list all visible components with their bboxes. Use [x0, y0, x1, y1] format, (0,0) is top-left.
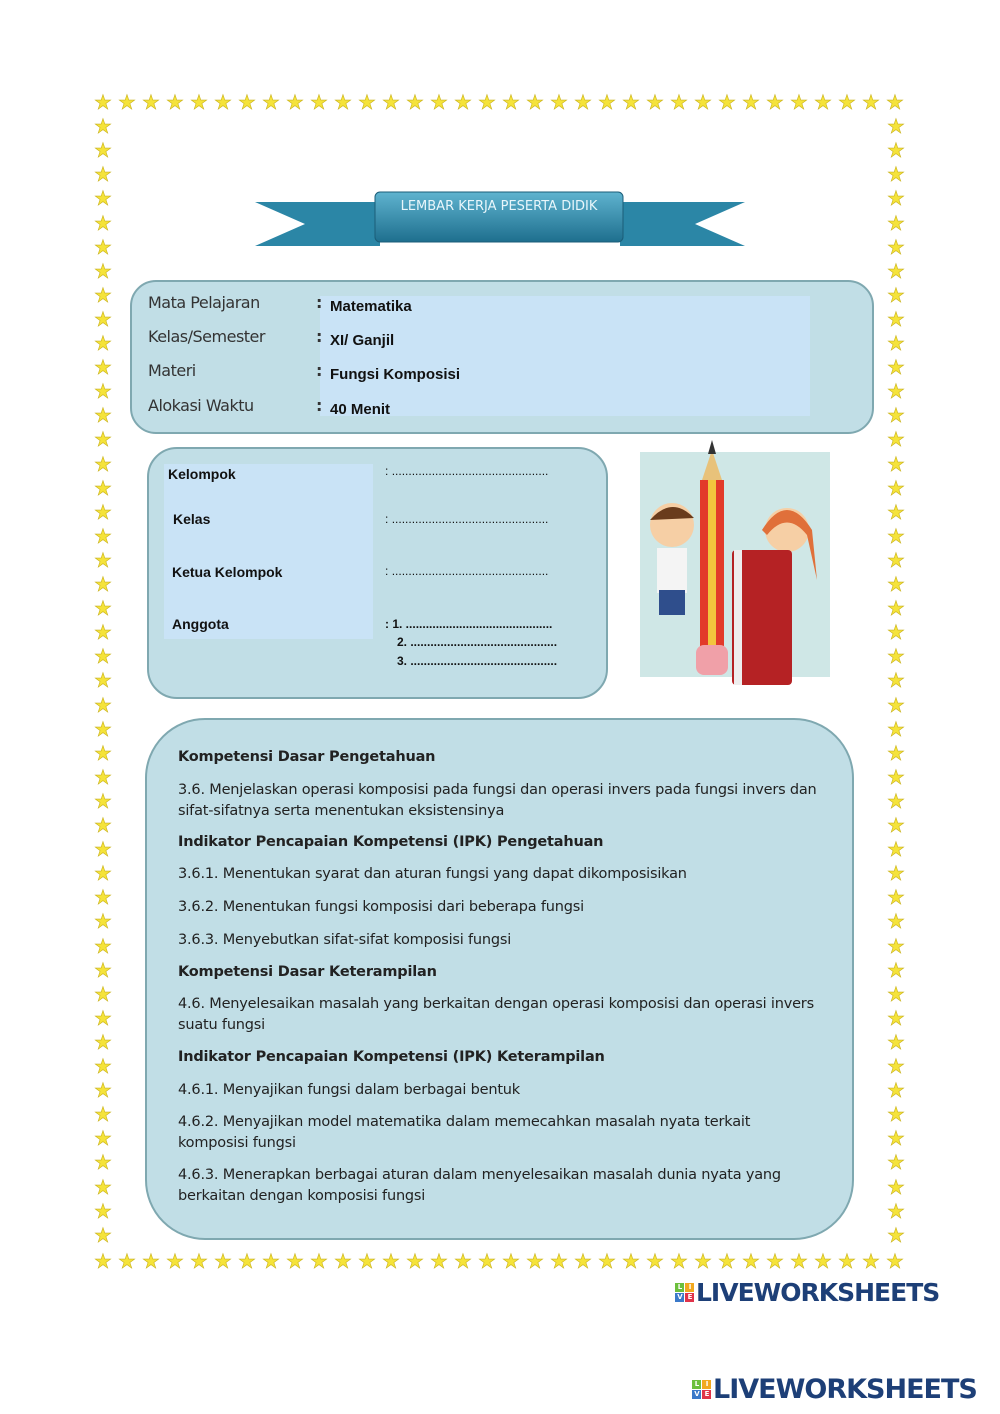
star-icon: ★ — [887, 1031, 905, 1054]
star-icon: ★ — [94, 911, 112, 934]
star-icon: ★ — [887, 983, 905, 1006]
kelompok-field[interactable]: : ............................................... — [385, 464, 549, 478]
star-icon: ★ — [887, 236, 905, 259]
star-icon: ★ — [94, 863, 112, 886]
star-icon: ★ — [310, 92, 328, 114]
info-value: 40 Menit — [330, 401, 391, 418]
star-icon: ★ — [670, 1251, 688, 1273]
competency-item: 3.6. Menjelaskan operasi komposisi pada fungsi dan operasi invers pada fungsi invers dan sifat-sifatnya serta menentukan eksistensinya — [178, 782, 817, 819]
competency-item: 3.6.2. Menentukan fungsi komposisi dari beberapa fungsi — [178, 899, 584, 915]
star-icon: ★ — [142, 92, 160, 114]
star-icon: ★ — [887, 622, 905, 645]
star-icon: ★ — [887, 1176, 905, 1199]
star-icon: ★ — [887, 164, 905, 187]
star-icon: ★ — [694, 92, 712, 114]
star-icon: ★ — [887, 790, 905, 813]
star-icon: ★ — [94, 766, 112, 789]
star-icon: ★ — [887, 598, 905, 621]
star-icon: ★ — [94, 646, 112, 669]
star-icon: ★ — [118, 1251, 136, 1273]
star-icon: ★ — [742, 92, 760, 114]
star-icon: ★ — [862, 1251, 880, 1273]
competency-item: 4.6.3. Menerapkan berbagai aturan dalam menyelesaikan masalah dunia nyata yang berkaitan dengan komposisi fungsi — [178, 1167, 781, 1204]
star-icon: ★ — [887, 525, 905, 548]
star-icon: ★ — [262, 1251, 280, 1273]
star-icon: ★ — [94, 959, 112, 982]
star-icon: ★ — [790, 92, 808, 114]
star-icon: ★ — [887, 260, 905, 283]
star-icon: ★ — [598, 1251, 616, 1273]
competency-item: 3.6.1. Menentukan syarat dan aturan fungsi yang dapat dikomposisikan — [178, 866, 687, 882]
star-icon: ★ — [694, 1251, 712, 1273]
star-icon: ★ — [94, 983, 112, 1006]
star-icon: ★ — [887, 1056, 905, 1078]
star-icon: ★ — [94, 164, 112, 187]
star-icon: ★ — [526, 92, 544, 114]
star-icon: ★ — [887, 1080, 905, 1103]
kelompok-label: Kelompok — [168, 466, 236, 482]
star-icon: ★ — [814, 92, 832, 114]
star-icon: ★ — [886, 1251, 904, 1273]
competency-item: 3.6.3. Menyebutkan sifat-sifat komposisi fungsi — [178, 932, 512, 948]
competency-item: 4.6. Menyelesaikan masalah yang berkaitan dengan operasi komposisi dan operasi invers suatu fungsi — [178, 996, 814, 1033]
kelas-label: Kelas — [173, 511, 211, 527]
star-icon: ★ — [94, 140, 112, 163]
star-icon: ★ — [887, 405, 905, 428]
star-icon: ★ — [478, 1251, 496, 1273]
section-heading: Kompetensi Dasar Pengetahuan — [178, 749, 436, 765]
star-icon: ★ — [887, 574, 905, 596]
star-icon: ★ — [550, 92, 568, 114]
star-icon: ★ — [238, 1251, 256, 1273]
star-icon: ★ — [526, 1251, 544, 1273]
star-icon: ★ — [382, 1251, 400, 1273]
star-icon: ★ — [430, 1251, 448, 1273]
anggota-label: Anggota — [172, 616, 229, 632]
star-icon: ★ — [94, 453, 112, 476]
star-icon: ★ — [838, 1251, 856, 1273]
info-colon: : — [316, 396, 322, 415]
info-value: XI/ Ganjil — [330, 332, 395, 349]
star-icon: ★ — [286, 1251, 304, 1273]
star-icon: ★ — [454, 1251, 472, 1273]
star-icon: ★ — [94, 381, 112, 404]
star-icon: ★ — [887, 863, 905, 886]
star-icon: ★ — [94, 1176, 112, 1199]
star-icon: ★ — [94, 1152, 112, 1175]
star-icon: ★ — [550, 1251, 568, 1273]
star-icon: ★ — [887, 766, 905, 789]
star-icon: ★ — [94, 260, 112, 283]
star-icon: ★ — [766, 92, 784, 114]
star-icon: ★ — [887, 477, 905, 500]
competency-item: 4.6.2. Menyajikan model matematika dalam memecahkan masalah nyata terkait komposisi fungsi — [178, 1114, 751, 1151]
star-icon: ★ — [94, 212, 112, 235]
star-icon: ★ — [430, 92, 448, 114]
star-icon: ★ — [190, 92, 208, 114]
section-heading: Kompetensi Dasar Keterampilan — [178, 964, 437, 980]
info-label: Materi — [148, 361, 196, 380]
star-icon: ★ — [94, 188, 112, 211]
star-icon: ★ — [887, 694, 905, 717]
star-icon: ★ — [838, 92, 856, 114]
star-icon: ★ — [94, 1080, 112, 1103]
star-icon: ★ — [94, 1007, 112, 1030]
section-heading: Indikator Pencapaian Kompetensi (IPK) Keterampilan — [178, 1049, 605, 1065]
star-icon: ★ — [622, 1251, 640, 1273]
star-icon: ★ — [598, 92, 616, 114]
logo-cubes-icon: L I V E — [675, 1283, 694, 1302]
star-icon: ★ — [358, 92, 376, 114]
star-icon: ★ — [478, 92, 496, 114]
star-icon: ★ — [887, 308, 905, 331]
star-icon: ★ — [94, 477, 112, 500]
star-icon: ★ — [94, 1104, 112, 1127]
star-icon: ★ — [94, 887, 112, 910]
star-icon: ★ — [142, 1251, 160, 1273]
star-icon: ★ — [94, 284, 112, 307]
star-icon: ★ — [94, 1031, 112, 1054]
star-icon: ★ — [646, 92, 664, 114]
star-icon: ★ — [887, 212, 905, 235]
competency-item: 4.6.1. Menyajikan fungsi dalam berbagai bentuk — [178, 1082, 520, 1098]
star-icon: ★ — [190, 1251, 208, 1273]
star-icon: ★ — [887, 188, 905, 211]
star-icon: ★ — [502, 92, 520, 114]
star-icon: ★ — [887, 742, 905, 765]
star-icon: ★ — [334, 1251, 352, 1273]
star-icon: ★ — [887, 935, 905, 958]
star-icon: ★ — [94, 1251, 112, 1273]
students-illustration — [632, 440, 837, 690]
star-icon: ★ — [718, 1251, 736, 1273]
star-icon: ★ — [310, 1251, 328, 1273]
star-icon: ★ — [887, 357, 905, 380]
star-icon: ★ — [887, 1200, 905, 1223]
star-icon: ★ — [406, 92, 424, 114]
star-icon: ★ — [214, 1251, 232, 1273]
info-value: Matematika — [330, 298, 412, 315]
info-label: Alokasi Waktu — [148, 396, 254, 415]
star-icon: ★ — [94, 92, 112, 114]
star-icon: ★ — [334, 92, 352, 114]
star-icon: ★ — [94, 1128, 112, 1151]
logo-cubes-icon: L I V E — [692, 1380, 711, 1399]
info-label: Mata Pelajaran — [148, 293, 260, 312]
star-icon: ★ — [94, 1056, 112, 1078]
star-icon: ★ — [94, 574, 112, 596]
star-icon: ★ — [887, 1224, 905, 1247]
star-icon: ★ — [118, 92, 136, 114]
star-icon: ★ — [406, 1251, 424, 1273]
star-icon: ★ — [454, 92, 472, 114]
liveworksheets-logo: L I V E LIVEWORKSHEETS — [675, 1278, 939, 1307]
star-icon: ★ — [887, 646, 905, 669]
star-icon: ★ — [94, 839, 112, 862]
star-icon: ★ — [574, 92, 592, 114]
star-icon: ★ — [94, 815, 112, 837]
star-icon: ★ — [622, 92, 640, 114]
info-label: Kelas/Semester — [148, 327, 265, 346]
star-icon: ★ — [887, 453, 905, 476]
star-icon: ★ — [887, 116, 905, 139]
star-icon: ★ — [742, 1251, 760, 1273]
star-icon: ★ — [887, 911, 905, 934]
star-icon: ★ — [887, 284, 905, 307]
star-icon: ★ — [94, 694, 112, 717]
star-icon: ★ — [887, 429, 905, 452]
star-icon: ★ — [887, 549, 905, 572]
star-icon: ★ — [887, 381, 905, 404]
star-icon: ★ — [887, 887, 905, 910]
star-icon: ★ — [94, 236, 112, 259]
anggota-field-3[interactable]: 3. ............................................ — [397, 654, 558, 668]
star-icon: ★ — [94, 405, 112, 428]
info-value: Fungsi Komposisi — [330, 366, 461, 383]
star-icon: ★ — [286, 92, 304, 114]
star-icon: ★ — [887, 718, 905, 741]
star-icon: ★ — [646, 1251, 664, 1273]
star-icon: ★ — [214, 92, 232, 114]
star-icon: ★ — [887, 501, 905, 524]
info-colon: : — [316, 327, 322, 346]
star-icon: ★ — [94, 333, 112, 355]
star-icon: ★ — [887, 1128, 905, 1151]
star-icon: ★ — [94, 429, 112, 452]
star-icon: ★ — [238, 92, 256, 114]
section-heading: Indikator Pencapaian Kompetensi (IPK) Pengetahuan — [178, 834, 604, 850]
star-icon: ★ — [887, 839, 905, 862]
ribbon-title: LEMBAR KERJA PESERTA DIDIK — [400, 199, 598, 214]
star-icon: ★ — [886, 92, 904, 114]
anggota-field-2[interactable]: 2. ............................................ — [397, 635, 558, 649]
star-icon: ★ — [862, 92, 880, 114]
star-icon: ★ — [574, 1251, 592, 1273]
info-colon: : — [316, 361, 322, 380]
star-icon: ★ — [166, 1251, 184, 1273]
star-icon: ★ — [887, 959, 905, 982]
title-ribbon — [255, 188, 745, 252]
star-icon: ★ — [94, 308, 112, 331]
star-icon: ★ — [94, 742, 112, 765]
star-icon: ★ — [887, 140, 905, 163]
star-icon: ★ — [94, 357, 112, 380]
star-icon: ★ — [382, 92, 400, 114]
star-icon: ★ — [358, 1251, 376, 1273]
anggota-field-1[interactable]: : 1. ............................................ — [385, 617, 553, 631]
star-icon: ★ — [94, 790, 112, 813]
star-icon: ★ — [887, 1104, 905, 1127]
star-icon: ★ — [94, 501, 112, 524]
star-icon: ★ — [670, 92, 688, 114]
star-icon: ★ — [887, 670, 905, 693]
ketua-field[interactable]: : ............................................... — [385, 564, 549, 578]
star-icon: ★ — [94, 116, 112, 139]
star-icon: ★ — [262, 92, 280, 114]
star-icon: ★ — [94, 670, 112, 693]
star-icon: ★ — [718, 92, 736, 114]
star-icon: ★ — [94, 1200, 112, 1223]
info-colon: : — [316, 293, 322, 312]
liveworksheets-logo-footer: L I V E LIVEWORKSHEETS — [692, 1374, 977, 1405]
star-icon: ★ — [887, 1152, 905, 1175]
star-icon: ★ — [94, 935, 112, 958]
star-icon: ★ — [94, 549, 112, 572]
star-icon: ★ — [790, 1251, 808, 1273]
ketua-label: Ketua Kelompok — [172, 564, 283, 580]
star-icon: ★ — [166, 92, 184, 114]
star-icon: ★ — [887, 815, 905, 837]
star-icon: ★ — [94, 525, 112, 548]
star-icon: ★ — [502, 1251, 520, 1273]
star-icon: ★ — [814, 1251, 832, 1273]
kelas-field[interactable]: : ............................................... — [385, 512, 549, 526]
star-icon: ★ — [94, 622, 112, 645]
star-icon: ★ — [94, 1224, 112, 1247]
star-icon: ★ — [94, 598, 112, 621]
star-icon: ★ — [94, 718, 112, 741]
star-icon: ★ — [887, 333, 905, 355]
star-icon: ★ — [766, 1251, 784, 1273]
star-icon: ★ — [887, 1007, 905, 1030]
